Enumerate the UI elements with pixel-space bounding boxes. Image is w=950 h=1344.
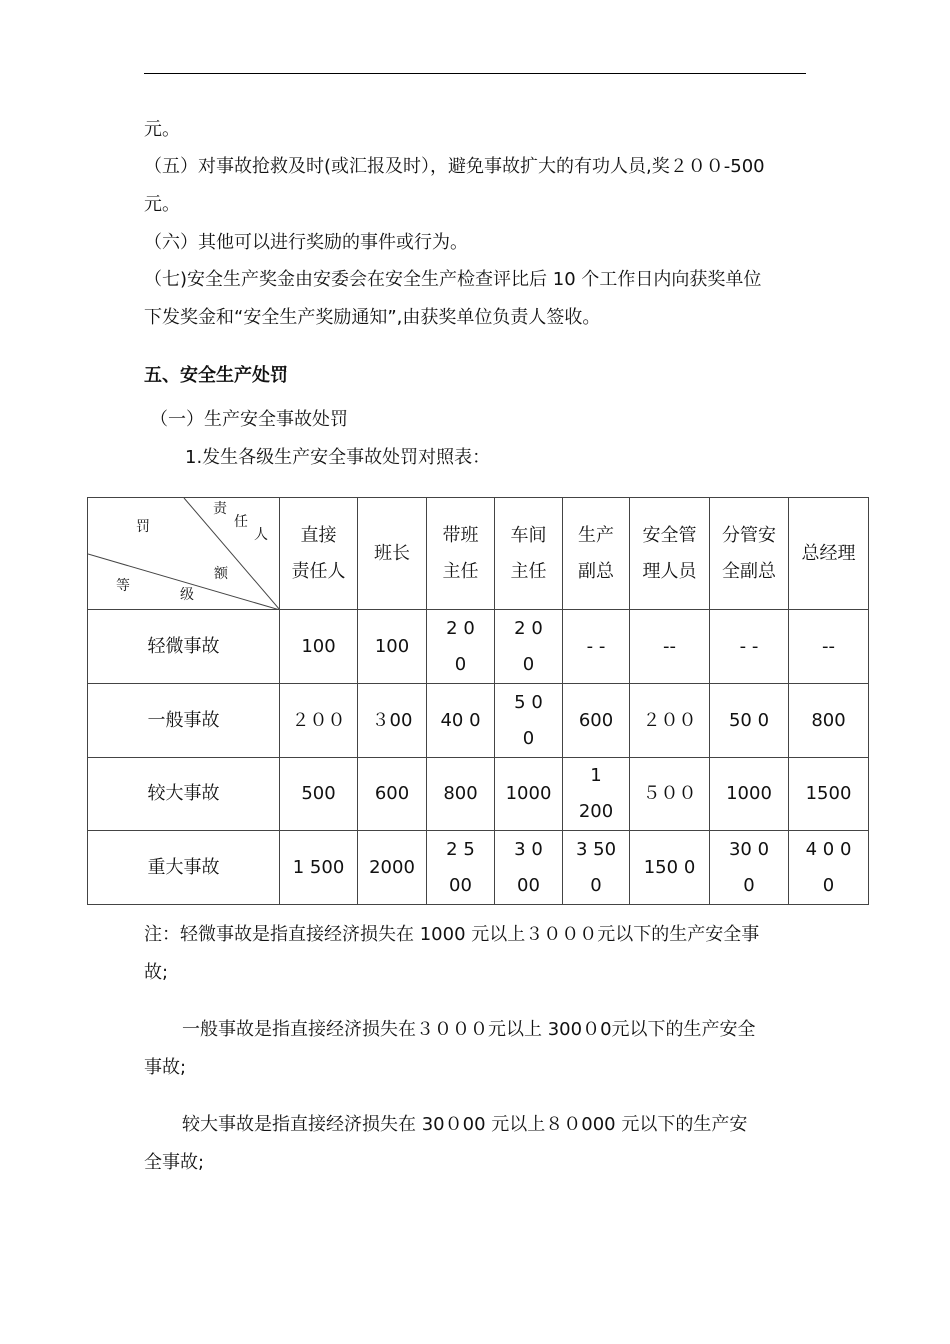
column-header-cell: 分管安 全副总 (710, 498, 789, 610)
amount-cell: 1 500 (280, 831, 358, 905)
table-caption: 1.发生各级生产安全事故处罚对照表： (185, 447, 491, 468)
amount-cell: 50 0 (710, 684, 789, 758)
paragraph-line: （六）其他可以进行奖励的事件或行为。 (144, 232, 468, 253)
column-header-cell: 班长 (358, 498, 427, 610)
note-line: 一般事故是指直接经济损失在３０００元以上 300０0元以下的生产安全 (182, 1019, 756, 1040)
table-row (88, 758, 869, 831)
paragraph-line: 下发奖金和“安全生产奖励通知”,由获奖单位负责人签收。 (144, 307, 601, 328)
table-row (88, 684, 869, 758)
amount-cell: ２００ (630, 684, 710, 758)
note-line: 较大事故是指直接经济损失在 30０00 元以上８０000 元以下的生产安 (182, 1114, 748, 1135)
amount-cell: 40 0 (427, 684, 495, 758)
column-header-cell: 生产 副总 (563, 498, 630, 610)
corner-label: 级 (180, 587, 194, 603)
amount-cell: 100 (280, 610, 358, 684)
amount-cell: 600 (358, 758, 427, 831)
column-header-cell: 带班 主任 (427, 498, 495, 610)
level-cell: 一般事故 (88, 684, 280, 758)
amount-cell: 1000 (495, 758, 563, 831)
subsection-title: （一）生产安全事故处罚 (150, 409, 348, 430)
amount-cell: 1500 (789, 758, 869, 831)
amount-cell: 800 (427, 758, 495, 831)
table-corner-cell (88, 498, 280, 610)
note-line: 注：轻微事故是指直接经济损失在 1000 元以上３０００元以下的生产安全事 (144, 924, 760, 945)
amount-cell: - - (710, 610, 789, 684)
corner-label: 罚 (136, 519, 150, 535)
column-header-cell: 安全管 理人员 (630, 498, 710, 610)
amount-cell: 4 0 0 0 (789, 831, 869, 905)
corner-label: 额 (214, 566, 228, 582)
amount-cell: - - (563, 610, 630, 684)
amount-cell: 3 50 0 (563, 831, 630, 905)
corner-label: 责 (213, 501, 227, 517)
amount-cell: 2000 (358, 831, 427, 905)
paragraph-line: 元。 (144, 119, 180, 140)
amount-cell: 1 200 (563, 758, 630, 831)
table-row (88, 831, 869, 905)
amount-cell: 2 5 00 (427, 831, 495, 905)
header-rule (144, 73, 806, 74)
amount-cell: 30 0 0 (710, 831, 789, 905)
amount-cell: 100 (358, 610, 427, 684)
note-line: 故; (144, 962, 169, 983)
amount-cell: 2 0 0 (427, 610, 495, 684)
amount-cell: -- (630, 610, 710, 684)
amount-cell: 3 0 00 (495, 831, 563, 905)
table-row (88, 610, 869, 684)
column-header-cell: 直接 责任人 (280, 498, 358, 610)
paragraph-line: （五）对事故抢救及时(或汇报及时），避免事故扩大的有功人员,奖２００-500 (144, 156, 765, 177)
paragraph-line: （七)安全生产奖金由安委会在安全生产检查评比后 10 个工作日内向获奖单位 (144, 269, 762, 290)
corner-label: 等 (116, 578, 130, 594)
amount-cell: ２００ (280, 684, 358, 758)
paragraph-line: 元。 (144, 194, 180, 215)
table-header-row (88, 498, 869, 610)
amount-cell: 500 (280, 758, 358, 831)
column-header-cell: 总经理 (789, 498, 869, 610)
note-line: 全事故; (144, 1152, 205, 1173)
penalty-table (87, 497, 869, 905)
note-line: 事故; (144, 1057, 187, 1078)
amount-cell: 2 0 0 (495, 610, 563, 684)
amount-cell: 600 (563, 684, 630, 758)
amount-cell: ３00 (358, 684, 427, 758)
amount-cell: 800 (789, 684, 869, 758)
level-cell: 重大事故 (88, 831, 280, 905)
amount-cell: 150 0 (630, 831, 710, 905)
corner-label: 任 (234, 514, 248, 530)
level-cell: 轻微事故 (88, 610, 280, 684)
amount-cell: 1000 (710, 758, 789, 831)
level-cell: 较大事故 (88, 758, 280, 831)
column-header-cell: 车间 主任 (495, 498, 563, 610)
amount-cell: 5 0 0 (495, 684, 563, 758)
corner-label: 人 (254, 527, 268, 543)
section-heading: 五、安全生产处罚 (144, 365, 288, 386)
amount-cell: -- (789, 610, 869, 684)
amount-cell: ５００ (630, 758, 710, 831)
